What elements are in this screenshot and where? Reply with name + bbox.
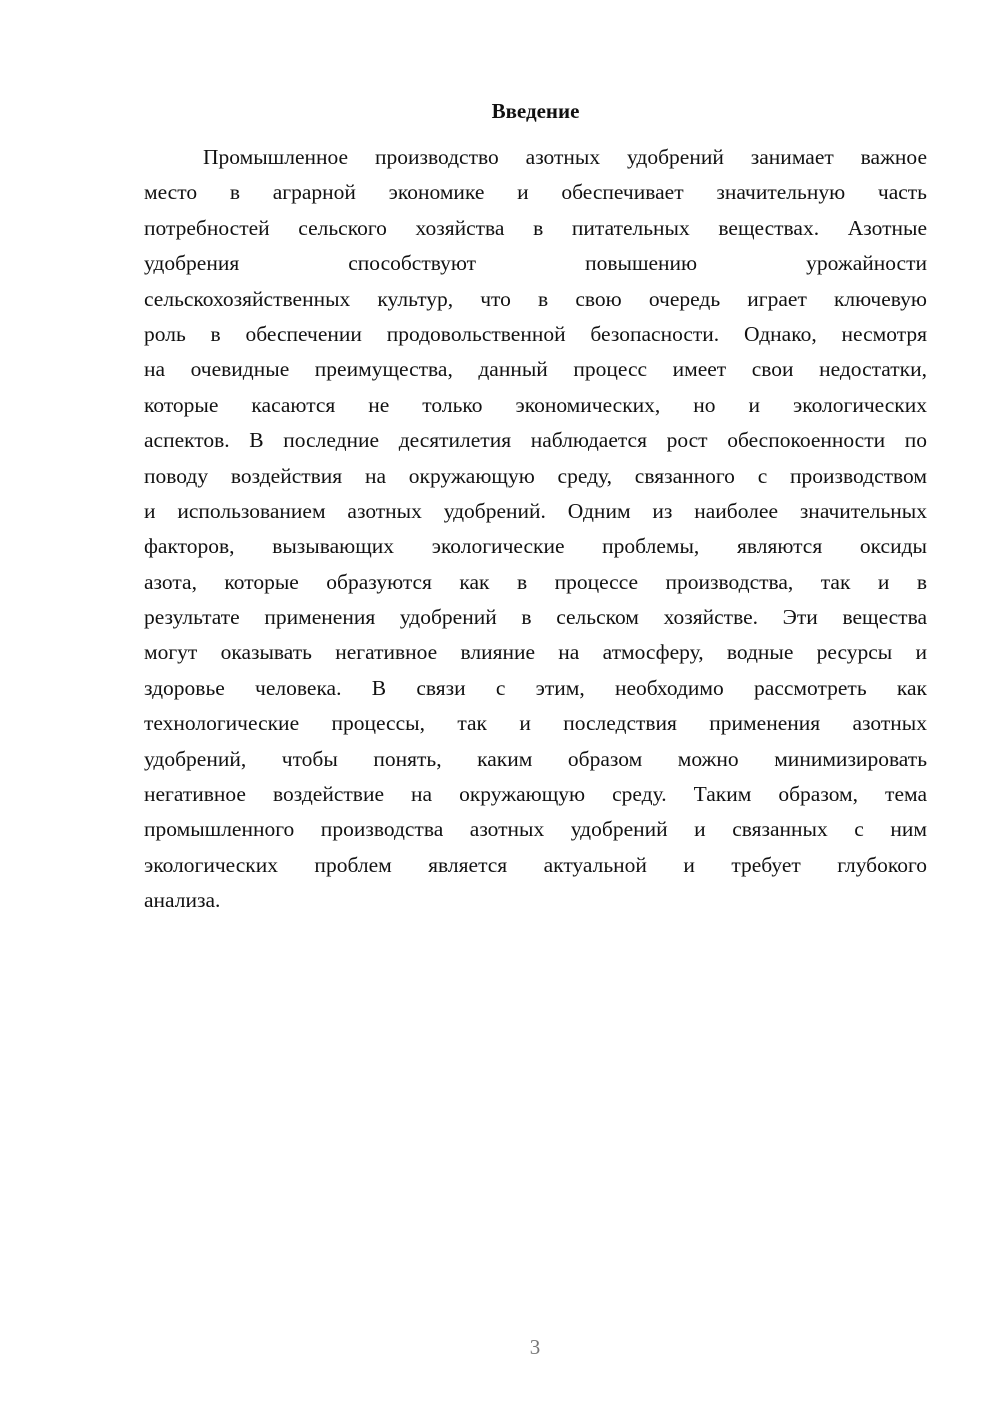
paragraph-line: которые касаются не только экономических, но и экологических bbox=[144, 392, 927, 417]
paragraph-line: здоровье человека. В связи с этим, необходимо рассмотреть как bbox=[144, 675, 927, 700]
paragraph-line: сельскохозяйственных культур, что в свою очередь играет ключевую bbox=[144, 286, 927, 311]
paragraph-line: экологических проблем является актуальной и требует глубокого bbox=[144, 852, 927, 877]
paragraph-line: технологические процессы, так и последствия применения азотных bbox=[144, 711, 927, 736]
paragraph-line: место в аграрной экономике и обеспечивает значительную часть bbox=[144, 180, 927, 205]
paragraph-line: Промышленное производство азотных удобрений занимает важное bbox=[203, 145, 927, 169]
paragraph-line: роль в обеспечении продовольственной безопасности. Однако, несмотря bbox=[144, 321, 927, 346]
body-paragraph bbox=[144, 140, 927, 919]
paragraph-line: и использованием азотных удобрений. Одним из наиболее значительных bbox=[144, 498, 927, 523]
paragraph-line: негативное воздействие на окружающую среду. Таким образом, тема bbox=[144, 782, 927, 807]
paragraph-line: азота, которые образуются как в процессе производства, так и в bbox=[144, 569, 927, 594]
paragraph-line: факторов, вызывающих экологические проблемы, являются оксиды bbox=[144, 534, 927, 559]
paragraph-line: анализа. bbox=[144, 888, 221, 913]
paragraph-line: поводу воздействия на окружающую среду, связанного с производством bbox=[144, 463, 927, 488]
paragraph-line: на очевидные преимущества, данный процесс имеет свои недостатки, bbox=[144, 357, 927, 382]
paragraph-line: потребностей сельского хозяйства в питательных веществах. Азотные bbox=[144, 215, 927, 240]
page-number: 3 bbox=[529, 1335, 541, 1359]
paragraph-line: аспектов. В последние десятилетия наблюдается рост обеспокоенности по bbox=[144, 428, 927, 453]
paragraph-line: могут оказывать негативное влияние на атмосферу, водные ресурсы и bbox=[144, 640, 927, 665]
paragraph-line: удобрения способствуют повышению урожайности bbox=[144, 251, 927, 276]
paragraph-line: результате применения удобрений в сельском хозяйстве. Эти вещества bbox=[144, 605, 927, 630]
section-heading: Введение bbox=[491, 99, 580, 123]
paragraph-line: удобрений, чтобы понять, каким образом можно минимизировать bbox=[144, 746, 927, 771]
paragraph-line: промышленного производства азотных удобрений и связанных с ним bbox=[144, 817, 927, 842]
